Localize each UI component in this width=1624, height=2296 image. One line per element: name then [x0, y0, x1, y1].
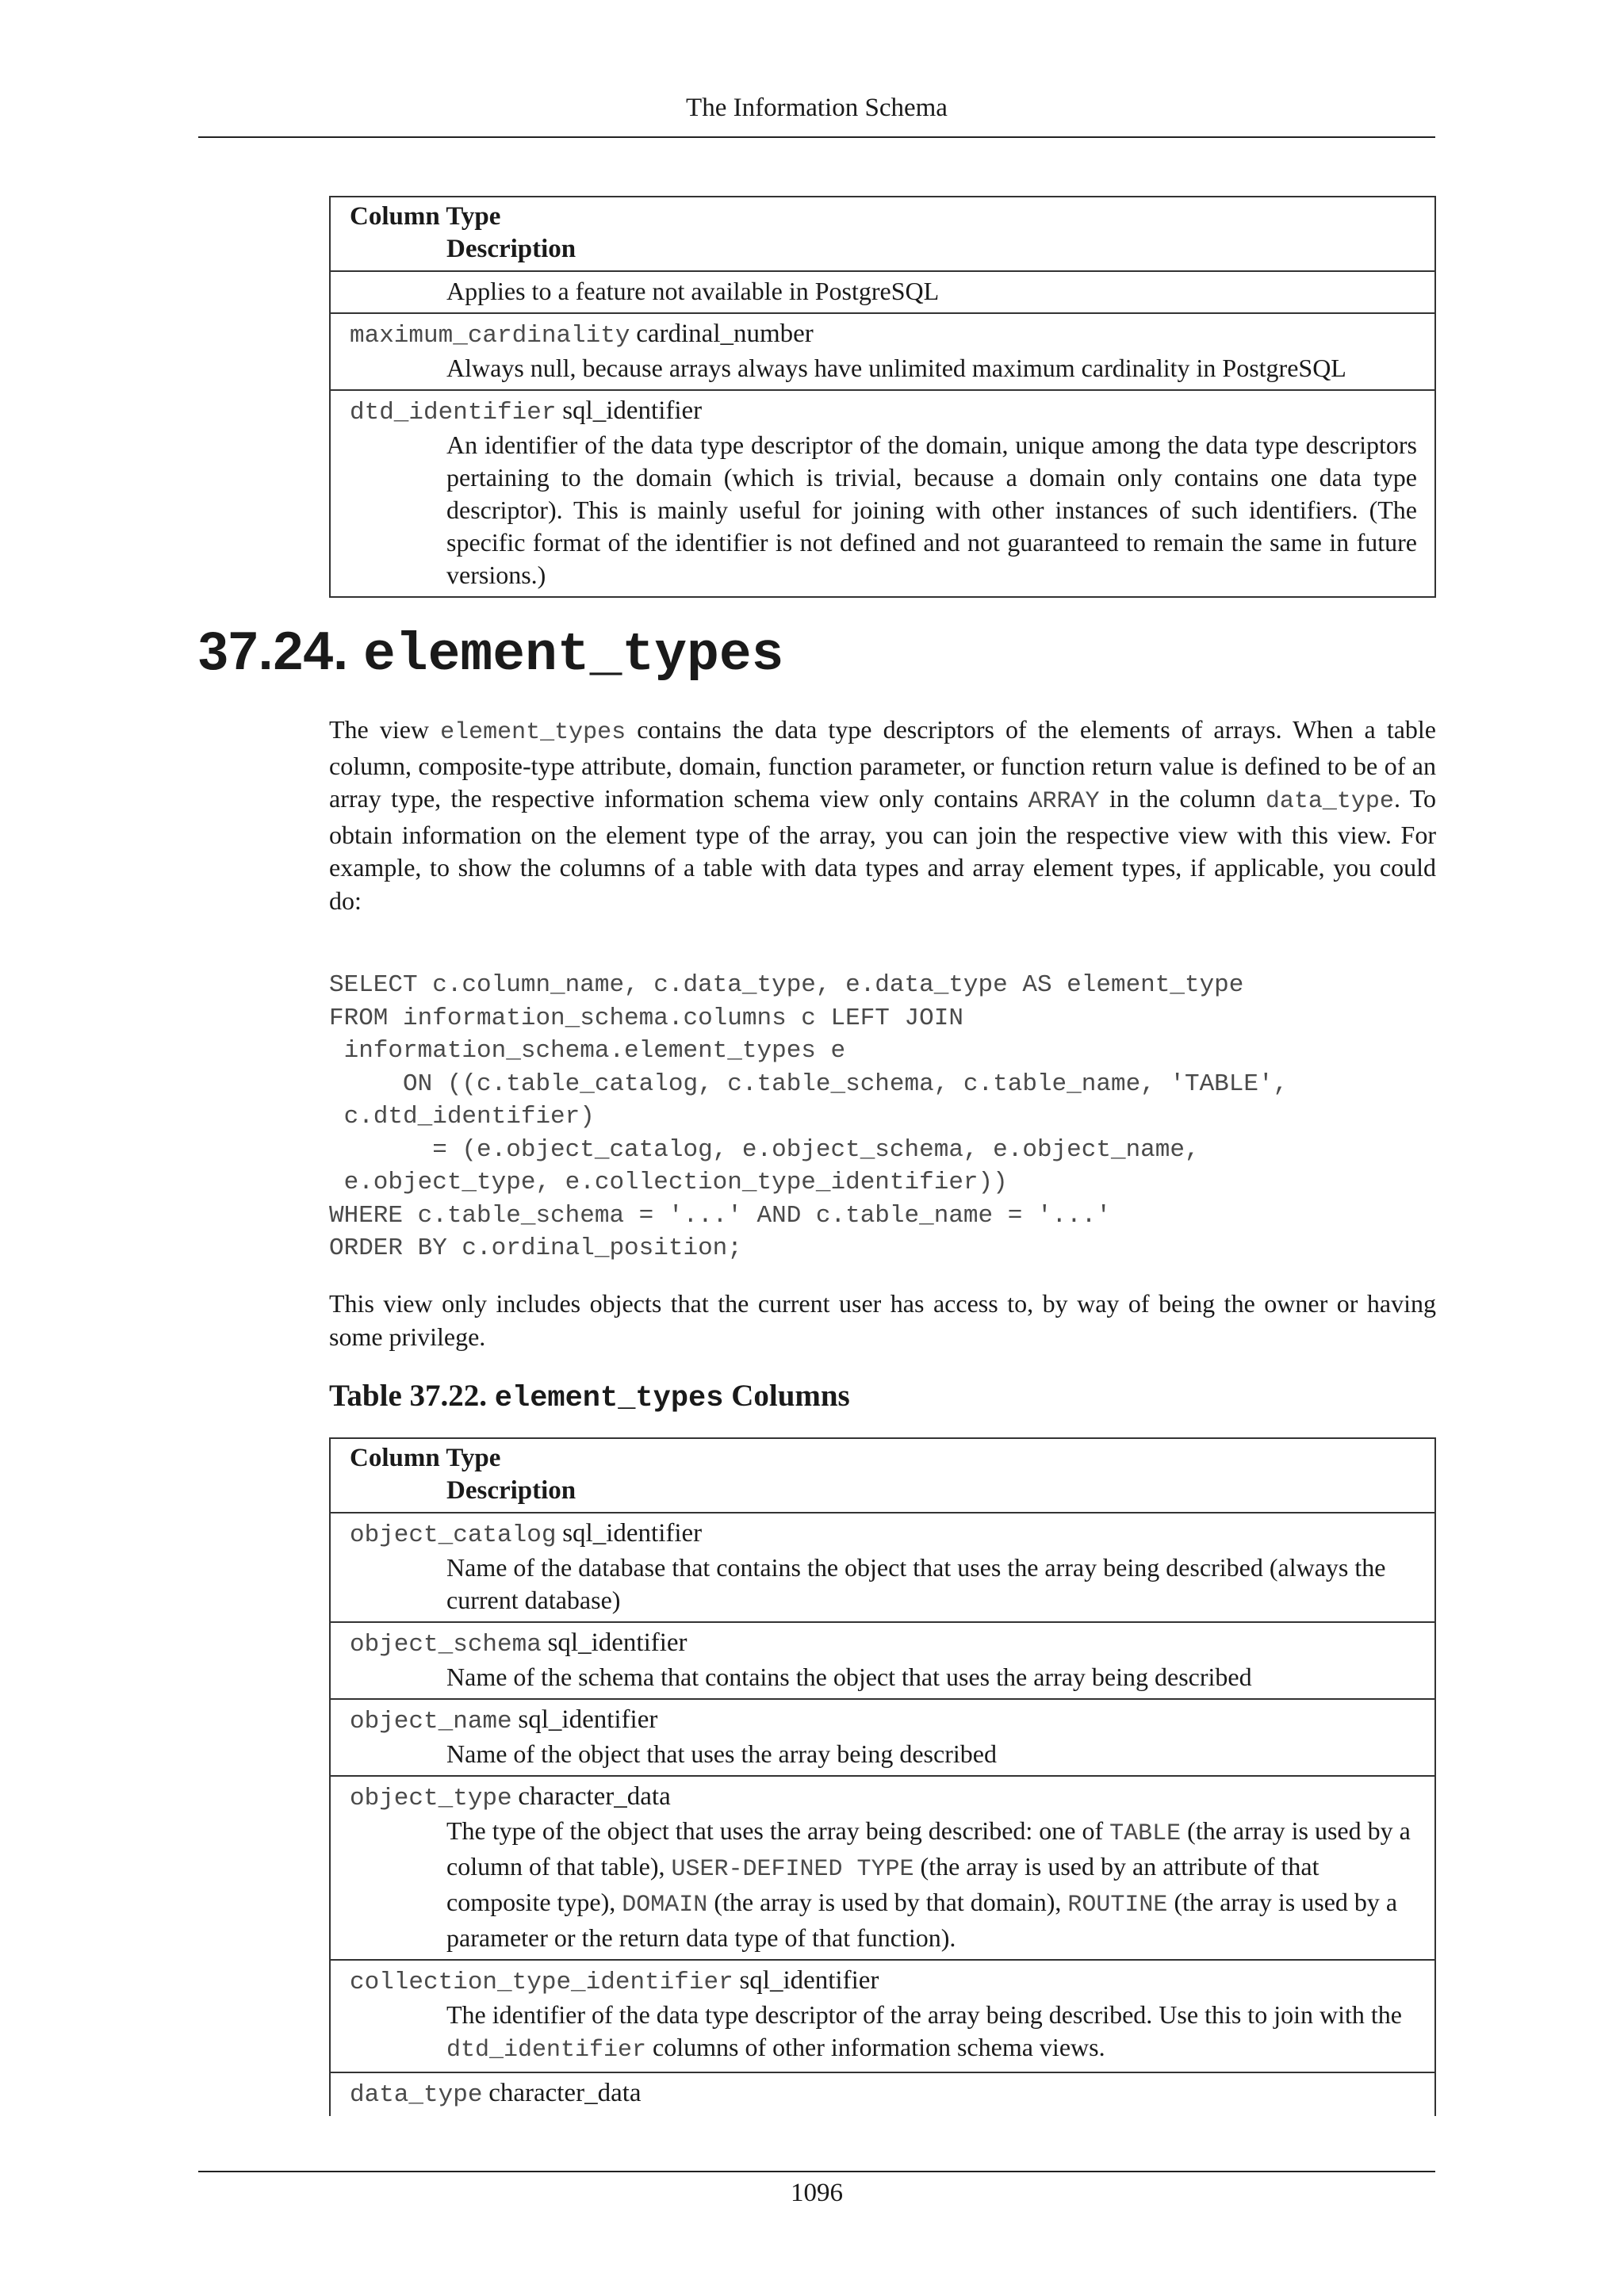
header-description: Description: [446, 235, 576, 263]
table-row: [330, 1776, 1435, 1960]
running-header: The Information Schema: [686, 94, 948, 122]
column-type: character_data: [518, 1782, 671, 1811]
column-description: Applies to a feature not available in PostgreSQL: [446, 277, 940, 305]
column-description: An identifier of the data type descriptor of the domain, unique among the data type descriptors pertaining to the domain (which is trivial, because a domain only contains one data type descriptor). This is mainly useful for joining with other instances of such identifiers. (The specific format of the identifier is not defined and not guaranteed to remain the same in future versions.): [446, 430, 1417, 589]
table-row: [330, 390, 1435, 597]
column-type: sql_identifier: [562, 396, 703, 425]
table-row: [330, 1960, 1435, 2072]
section-heading: [198, 620, 783, 686]
section-name: element_types: [362, 625, 784, 686]
sql-code-example: SELECT c.column_name, c.data_type, e.data_type AS element_type FROM information_schema.columns c LEFT JOIN information_schema.element_types e ON ((c.table_catalog, c.table_schema, c.table_name, 'TABLE', c.dtd_identifier) = (e.object_catalog, e.object_schema, e.object_name, e.object_type, e.collection_type_identifier)) WHERE c.table_schema = '...' AND c.table_name = '...' ORDER BY c.ordinal_position;: [329, 971, 1289, 1262]
header-rule: [198, 136, 1435, 138]
column-name: object_schema: [350, 1631, 542, 1659]
inline-code: TABLE: [1109, 1820, 1182, 1847]
column-name: object_catalog: [350, 1521, 557, 1549]
inline-code: ROUTINE: [1067, 1892, 1168, 1919]
column-type: character_data: [488, 2079, 642, 2107]
caption-prefix: Table 37.22.: [329, 1379, 495, 1413]
inline-code: element_types: [440, 719, 626, 746]
intro-text: . To obtain information on the element type of the array, you can join the respective view with this view. For example, to show the columns of a table with data types and array element types, if applicable, you could do:: [329, 784, 1437, 915]
column-name: dtd_identifier: [350, 399, 557, 427]
table-row: [330, 271, 1435, 313]
table-row: [330, 1699, 1435, 1776]
caption-code: element_types: [494, 1382, 724, 1415]
column-name: collection_type_identifier: [350, 1969, 733, 1996]
domains-columns-table-continued: [329, 196, 1436, 598]
header-description: Description: [446, 1476, 576, 1505]
inline-code: DOMAIN: [622, 1892, 708, 1919]
table-row: [330, 1622, 1435, 1699]
column-description: Name of the database that contains the object that uses the array being described (always the current database): [446, 1553, 1386, 1614]
column-description: Name of the schema that contains the object that uses the array being described: [446, 1663, 1252, 1691]
column-description: The identifier of the data type descriptor of the array being described. Use this to join with the dtd_identifier columns of other information schema views.: [446, 2000, 1402, 2064]
column-name: object_type: [350, 1785, 512, 1812]
inline-code: ARRAY: [1028, 788, 1100, 815]
column-type: sql_identifier: [739, 1966, 879, 1995]
column-type: cardinal_number: [636, 320, 814, 348]
column-name: object_name: [350, 1708, 512, 1735]
intro-paragraph: [329, 714, 1436, 917]
table-caption: [329, 1378, 850, 1415]
header-column-type: Column Type: [350, 202, 501, 231]
intro-text: contains the data type descriptors of the elements of arrays. When a table column, composite-type attribute, domain, function parameter, or function return value is defined to be of an array type, the respective information schema view only contains: [329, 715, 1436, 813]
element-types-columns-table: [329, 1437, 1436, 2116]
inline-code: data_type: [1265, 788, 1394, 815]
access-note-paragraph: This view only includes objects that the current user has access to, by way of being the owner or having some privilege.: [329, 1289, 1436, 1351]
table-row: [330, 1513, 1435, 1622]
page-number: 1096: [791, 2179, 843, 2207]
column-description: Name of the object that uses the array being described: [446, 1739, 997, 1768]
column-name: data_type: [350, 2081, 483, 2109]
table-header-row: [330, 1438, 1435, 1513]
inline-code: dtd_identifier: [446, 2037, 647, 2064]
table-row: [330, 313, 1435, 390]
intro-text: The view: [329, 715, 441, 744]
header-column-type: Column Type: [350, 1444, 501, 1472]
inline-code: USER-DEFINED TYPE: [671, 1856, 914, 1883]
section-number: 37.24.: [198, 621, 349, 681]
column-description: Always null, because arrays always have unlimited maximum cardinality in PostgreSQL: [446, 354, 1346, 382]
intro-text: in the column: [1099, 784, 1266, 813]
table-header-row: [330, 197, 1435, 271]
column-description: The type of the object that uses the array being described: one of TABLE (the array is used by a column of that table), USER-DEFINED TYPE (the array is used by an attribute of that composite type), DOMAIN (the array is used by that domain), ROUTINE (the array is used by a parameter or the return data type of that function).: [446, 1816, 1411, 1952]
column-type: sql_identifier: [562, 1519, 703, 1548]
column-name: maximum_cardinality: [350, 322, 630, 350]
column-type: sql_identifier: [518, 1705, 658, 1734]
caption-suffix: Columns: [723, 1379, 850, 1413]
column-type: sql_identifier: [547, 1628, 688, 1657]
footer-rule: [198, 2171, 1435, 2172]
table-row: [330, 2072, 1435, 2116]
